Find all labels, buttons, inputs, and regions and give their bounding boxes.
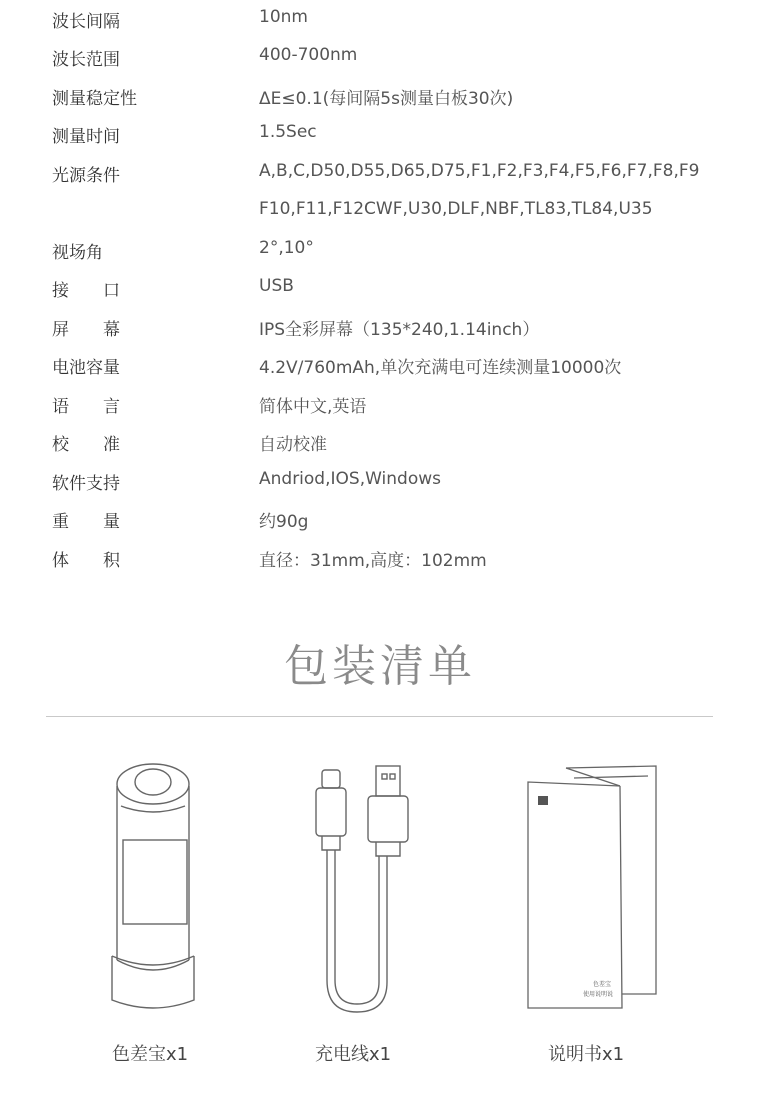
brand-logo-icon [538, 796, 548, 805]
spec-value: 10nm [259, 7, 308, 27]
charging-cable-icon [308, 760, 418, 1020]
spec-value: 4.2V/760mAh,单次充满电可连续测量10000次 [259, 358, 622, 378]
spec-row [0, 346, 760, 384]
spec-key: 校 准 [52, 435, 120, 455]
package-item-label: 色差宝x1 [112, 1044, 189, 1065]
spec-row [0, 269, 760, 307]
colorimeter-device-icon [104, 760, 204, 1020]
manual-booklet-icon [524, 760, 664, 1020]
spec-key: 测量时间 [52, 127, 120, 147]
spec-key: 波长范围 [52, 50, 120, 70]
spec-key: 接 口 [52, 281, 120, 301]
package-item-device [104, 760, 204, 1020]
manual-cover-subtitle: 使用说明说 [582, 991, 614, 998]
spec-value: 1.5Sec [259, 122, 317, 142]
spec-row [0, 154, 760, 230]
spec-row [0, 308, 760, 346]
divider [46, 716, 713, 717]
spec-key: 重 量 [52, 512, 120, 532]
manual-cover-title: 色差宝 [592, 981, 612, 988]
spec-key: 光源条件 [52, 166, 120, 186]
spec-key: 屏 幕 [52, 320, 120, 340]
package-list-title: 包装清单 [284, 641, 476, 692]
spec-value: Andriod,IOS,Windows [259, 469, 441, 489]
spec-value: IPS全彩屏幕（135*240,1.14inch） [259, 320, 540, 340]
spec-key: 波长间隔 [52, 12, 120, 32]
spec-key: 软件支持 [52, 474, 120, 494]
spec-row [0, 231, 760, 269]
spec-value: 简体中文,英语 [259, 397, 367, 417]
spec-row [0, 462, 760, 500]
spec-key: 体 积 [52, 551, 120, 571]
spec-value: A,B,C,D50,D55,D65,D75,F1,F2,F3,F4,F5,F6,F7,F8,F9 [259, 161, 700, 181]
spec-row [0, 500, 760, 538]
spec-value: USB [259, 276, 294, 296]
spec-key: 语 言 [52, 397, 120, 417]
spec-value: 2°,10° [259, 238, 314, 258]
spec-row [0, 385, 760, 423]
package-item-label: 充电线x1 [315, 1044, 392, 1065]
spec-row [0, 0, 760, 38]
spec-value-continued: F10,F11,F12CWF,U30,DLF,NBF,TL83,TL84,U35 [259, 199, 653, 219]
spec-value: 400-700nm [259, 45, 358, 65]
package-item-cable [308, 760, 418, 1020]
spec-key: 视场角 [52, 243, 103, 263]
spec-value: 约90g [259, 512, 309, 532]
package-item-label: 说明书x1 [548, 1044, 625, 1065]
spec-row [0, 115, 760, 153]
package-item-manual [524, 760, 664, 1020]
spec-row [0, 77, 760, 115]
spec-row [0, 539, 760, 577]
spec-key: 电池容量 [52, 358, 120, 378]
spec-row [0, 38, 760, 76]
spec-value: 自动校准 [259, 435, 327, 455]
spec-row [0, 423, 760, 461]
spec-value: 直径：31mm,高度：102mm [259, 551, 487, 571]
spec-key: 测量稳定性 [52, 89, 137, 109]
spec-value: ΔE≤0.1(每间隔5s测量白板30次) [259, 89, 514, 109]
